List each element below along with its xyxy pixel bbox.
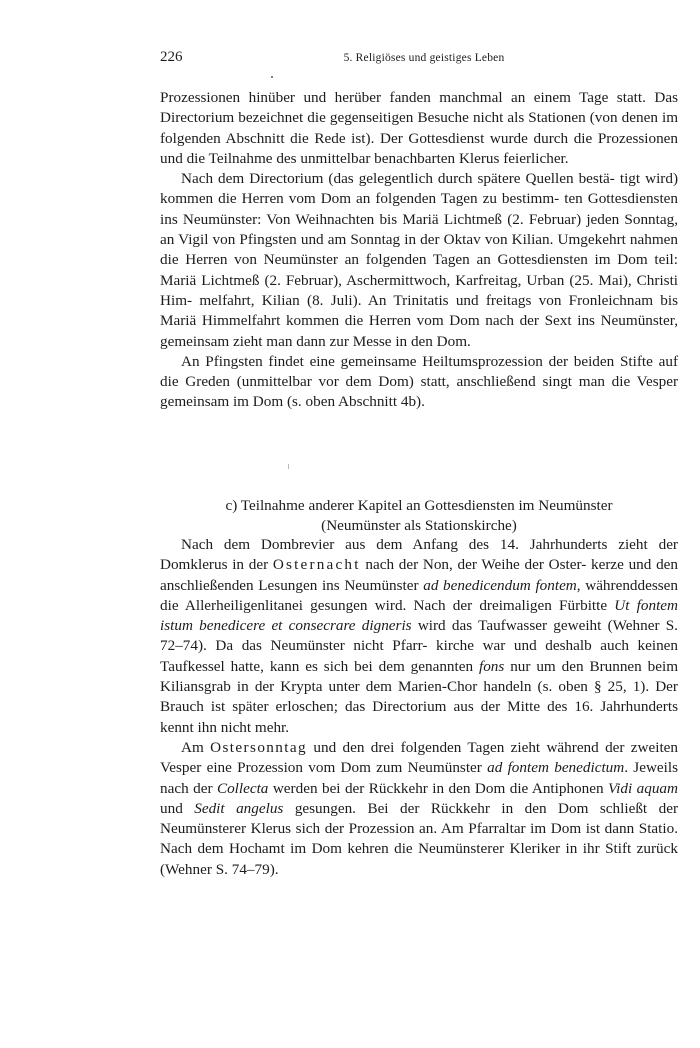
text-line: der Oktav von Kilian. Umgekehrt nahmen die Herren von Neumünster (160, 231, 679, 269)
text-line: tigt wird) kommen die Herren vom Dom an folgenden Tagen zu bestimm- (160, 170, 679, 208)
latin-quote: fontem (535, 576, 577, 594)
text-line: kehren die Neumünsterer Kleriker in ihr Stift zurück (Wehner S. 74–79). (160, 840, 678, 878)
text-line: die Antiphonen Vidi aquam und Sedit angelus gesungen. Bei der Rückkehr (160, 779, 678, 817)
text-line: Taufwasser geweiht (Wehner S. 72–74). Da das Neumünster nicht Pfarr- (160, 617, 678, 655)
text-line: in den Dom schließt der Neumünsterer Klerus sich der Prozession an. (160, 799, 678, 838)
text-line: an folgenden Tagen an Gottesdiensten im Dom teil: Mariä Lichtmeß (160, 251, 679, 289)
print-mark (271, 76, 273, 78)
text-line: fontem, währenddessen die Allerheiligenlitanei gesungen wird. Nach der (160, 576, 679, 614)
text-line: (2. Februar), Aschermittwoch, Karfreitag, Urban (25. Mai), Christi Him- (160, 271, 679, 309)
text-line: man die Vesper gemeinsam im Dom (s. oben Abschnitt 4b). (160, 373, 679, 411)
latin-quote: ad benedicendum (423, 576, 531, 594)
latin-term: fons (478, 657, 505, 675)
text-line: Am Ostersonntag und den drei folgenden Tagen zieht während der (181, 738, 625, 756)
section-heading: 5. Religiöses und geistiges Leben (343, 52, 505, 64)
subsection-heading (160, 496, 678, 537)
latin-quote: ad fontem (487, 759, 549, 777)
paragraph (160, 169, 678, 352)
subsection-title-line: c) Teilnahme anderer Kapitel an Gottesdiensten im Neumünster (225, 497, 613, 514)
text-line: Nach dem Directorium (das gelegentlich durch spätere Quellen bestä- (181, 170, 615, 188)
subsection-subtitle-line: (Neumünster als Stationskirche) (321, 517, 517, 535)
text-line: dreimaligen Fürbitte Ut fontem istum benedicere et consecrare digneris wird das (160, 596, 678, 635)
text-line: der Domklerus in der Osternacht nach der Non, der Weihe der Oster- (160, 536, 678, 574)
text-line: Das Directorium bezeichnet die gegenseitigen Besuche nicht als Stationen (160, 89, 678, 127)
text-line: Stifte auf die Greden (unmittelbar vor dem Dom) statt, anschließend singt (160, 352, 678, 391)
text-line: erloschen; das Directorium aus der Mitte des 16. Jahrhunderts kennt ihn (160, 698, 678, 736)
text-line: dem genannten fons nur um den Brunnen beim Kiliansgrab in der Krypta (160, 657, 679, 696)
paragraph (160, 352, 678, 413)
text-line: kirche war und deshalb auch keinen Taufkessel hatte, kann es sich bei (160, 637, 679, 675)
text-line: Neumünster, gemeinsam zieht man dann zur Messe in den Dom. (160, 312, 678, 350)
text-line: ten Gottesdiensten ins Neumünster: Von Weihnachten bis Mariä Lichtmeß (160, 190, 678, 228)
text-line: Mariä Himmelfahrt kommen die Herren vom Dom nach der Sext ins (160, 312, 595, 330)
text-line: zweiten Vesper eine Prozession vom Dom zum Neumünster ad fontem (160, 738, 679, 777)
emphasis-spaced: Osternacht (272, 556, 361, 574)
text-line: (2. Februar) jeden Sonntag, an Vigil von Pfingsten und am Sonntag in (160, 210, 678, 249)
page-number: 226 (160, 49, 183, 65)
text-line: kerze und den anschließenden Lesungen ins Neumünster ad benedicendum (160, 556, 679, 594)
text-line: Am Pfarraltar im Dom ist dann Statio. Nach dem Hochamt im Dom (160, 820, 678, 858)
print-speck (288, 464, 289, 469)
paragraph (160, 738, 678, 880)
latin-term: Vidi aquam (608, 779, 678, 797)
text-line: benedictum. Jeweils nach der Collecta werden bei der Rückkehr in den Dom (160, 759, 679, 797)
text-line: unter dem Marien-Chor handeln (s. oben § 25, 1). Der Brauch ist später (160, 678, 678, 716)
text-line: melfahrt, Kilian (8. Juli). An Trinitatis und freitags von Fronleichnam bis (199, 291, 678, 309)
paragraph (160, 535, 678, 738)
latin-term: Collecta (216, 779, 269, 797)
emphasis-spaced: Ostersonntag (210, 738, 308, 756)
text-line: (von denen im folgenden Abschnitt die Rede ist). Der Gottesdienst wurde (160, 109, 679, 147)
text-line: An Pfingsten findet eine gemeinsame Heiltumsprozession der beiden (181, 352, 615, 370)
latin-quote: benedictum (554, 759, 625, 777)
text-line: Prozessionen hinüber und herüber fanden manchmal an einem Tage statt. (160, 89, 646, 106)
text-block-top (160, 88, 678, 413)
text-line: Klerus feierlicher. (458, 149, 569, 167)
latin-term: Sedit angelus (194, 799, 284, 817)
text-line: Nach dem Dombrevier aus dem Anfang des 14. Jahrhunderts zieht (181, 536, 648, 553)
text-block-bottom (160, 535, 678, 880)
text-line: nicht mehr. (220, 718, 290, 736)
running-head (160, 49, 678, 71)
paragraph (160, 88, 678, 169)
latin-quote: Ut fontem istum benedicere et consecrare digneris (160, 596, 678, 635)
text-line: durch die Prozessionen und die Teilnahme des unmittelbar benachbarten (160, 129, 679, 167)
